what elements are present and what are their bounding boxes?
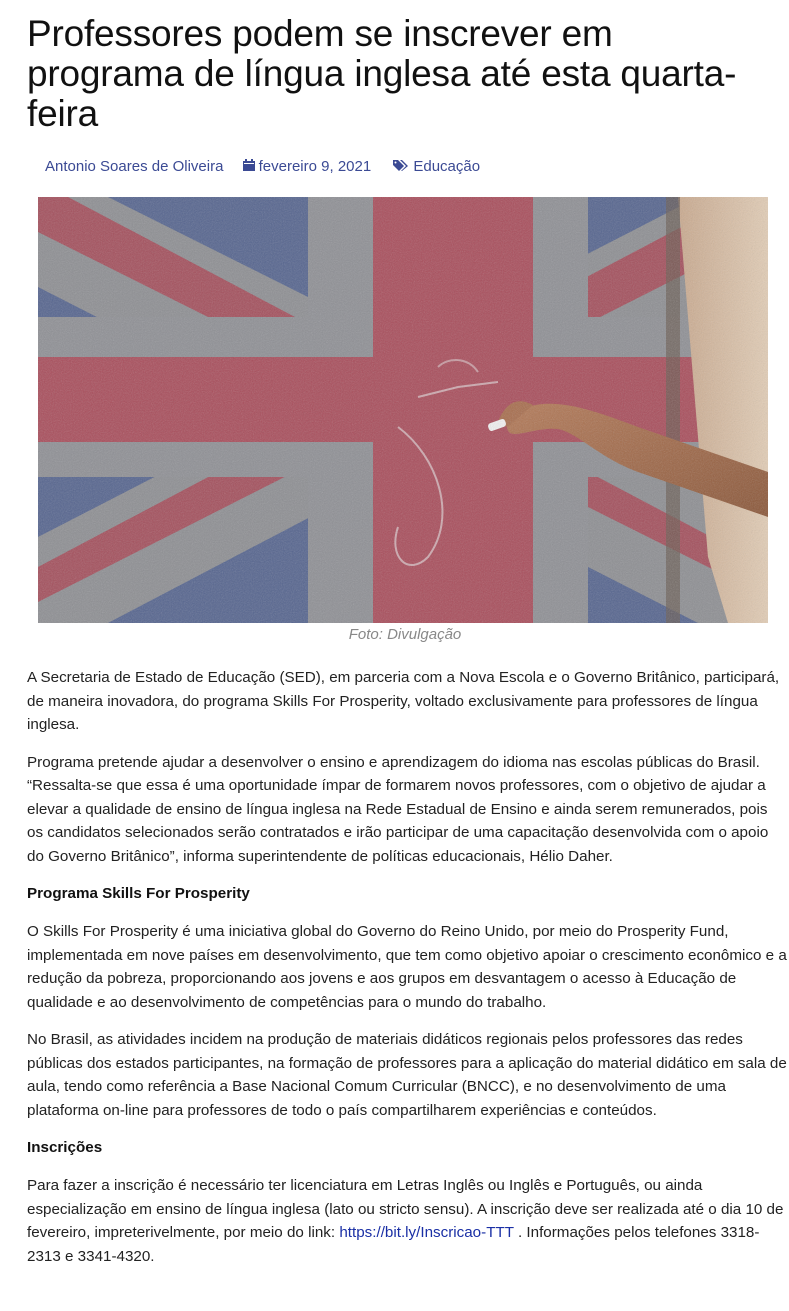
article-image xyxy=(38,197,768,623)
image-caption: Foto: Divulgação xyxy=(348,626,462,643)
article-body xyxy=(27,666,787,1282)
section-heading: Inscrições xyxy=(27,1139,103,1156)
calendar-icon xyxy=(242,158,256,172)
category-text: Educação xyxy=(413,157,481,175)
paragraph: Programa pretende ajudar a desenvolver o ensino e aprendizagem do idioma nas escolas públicas do Brasil. “Ressalta-se que essa é uma oportunidade ímpar de formarem novos professores, com o objetivo de ajudar a elevar a qualidade de ensino de língua inglesa na Rede Estadual de Ensino e ainda serem remunerados, pois os candidatos selecionados serão contratados e irão participar de uma capacitação desenvolvida com o apoio do Governo Britânico”, informa superintendente de políticas educacionais, Hélio Daher. xyxy=(27,753,769,865)
category-link[interactable] xyxy=(393,157,480,175)
paragraph-text: Para fazer a inscrição é necessário ter licenciatura em Letras Inglês ou Inglês e Português, ou ainda especialização em ensino de língua inglesa (lato ou stricto sensu). A inscrição deve ser realizada até o dia 10 de fevereiro, impreterivelmente, por meio do link: xyxy=(27,1177,784,1241)
paragraph-text: . Informações pelos telefones 3318-2313 e 3341-4320. xyxy=(27,1224,760,1265)
union-jack-chalkboard-photo xyxy=(38,197,768,623)
tag-icon xyxy=(393,159,410,172)
paragraph: No Brasil, as atividades incidem na produção de materiais didáticos regionais pelos professores das redes públicas dos estados participantes, na formação de professores para a aplicação do material didático em sala de aula, tendo como referência a Base Nacional Comum Curricular (BNCC), e no desenvolvimento de uma plataforma on-line para professores de todo o país compartilharem experiências e conteúdos. xyxy=(27,1031,787,1119)
author-link[interactable]: Antonio Soares de Oliveira xyxy=(45,157,224,175)
article-title: Professores podem se inscrever em programa de língua inglesa até esta quarta-feira xyxy=(27,13,737,134)
post-date[interactable] xyxy=(242,157,372,175)
paragraph xyxy=(27,1174,787,1268)
post-date-text: fevereiro 9, 2021 xyxy=(258,157,372,175)
registration-link[interactable]: https://bit.ly/Inscricao-TTT xyxy=(339,1224,514,1241)
article-meta xyxy=(45,157,480,175)
section-heading: Programa Skills For Prosperity xyxy=(27,885,250,902)
paragraph: A Secretaria de Estado de Educação (SED), em parceria com a Nova Escola e o Governo Britânico, participará, de maneira inovadora, do programa Skills For Prosperity, voltado exclusivamente para professores de língua inglesa. xyxy=(27,669,780,733)
paragraph: O Skills For Prosperity é uma iniciativa global do Governo do Reino Unido, por meio do Prosperity Fund, implementada em nove países em desenvolvimento, que tem como objetivo apoiar o crescimento econômico e a redução da pobreza, proporcionando aos jovens e aos grupos em desvantagem o acesso à Educação de qualidade e ao desenvolvimento de competências para o mundo do trabalho. xyxy=(27,923,787,1011)
article xyxy=(27,0,787,1265)
